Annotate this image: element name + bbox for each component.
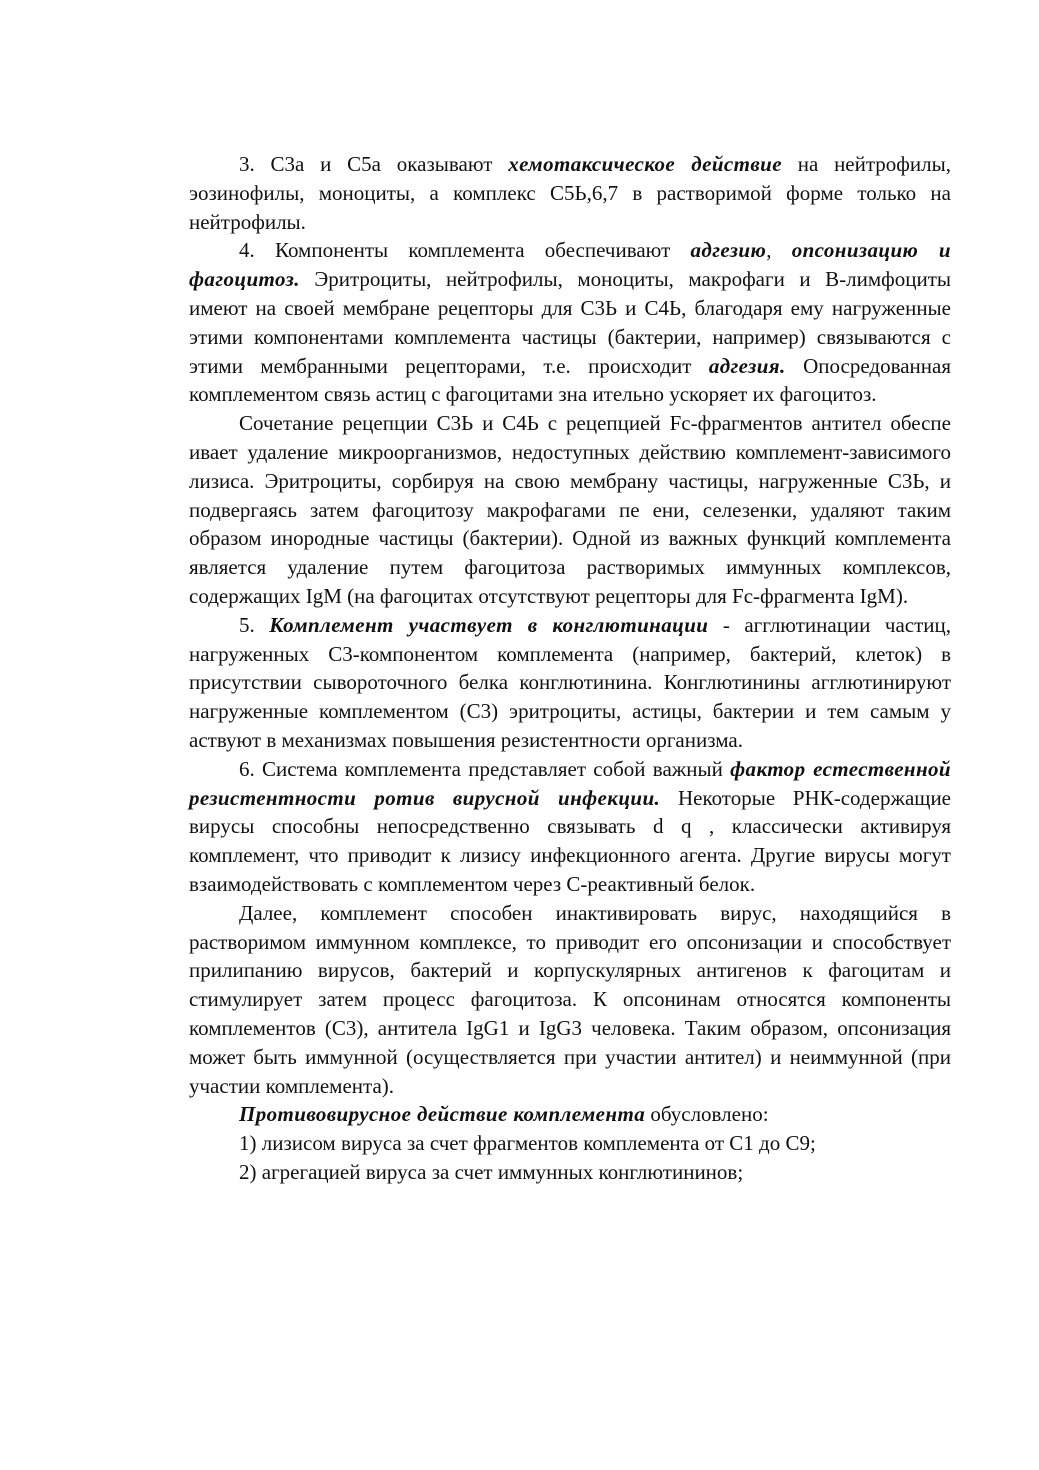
text-span: Сочетание рецепции С3Ь и С4Ь с рецепцией Fc-фрагментов антител обеспе ивает удаление микроорганизмов, недоступных действию комплемент-зависимого лизиса. Эритроциты, сорбируя на свою мембрану частицы, нагруженные С3Ь, и подвергаясь затем фагоцитозу макрофагами пе ени, селезенки, удаляют таким образом инородные частицы (бактерии). Одной из важных функций комплемента является удаление путем фагоцитоза растворимых иммунных комплексов, содержащих IgM (на фагоцитах отсутствуют рецепторы для Fc-фрагмента IgM). xyxy=(189,411,951,608)
emphasis-span: Комплемент участвует в конглютинации xyxy=(269,612,709,637)
text-span: Опосредованная комплементом связь астиц с фагоцитами зна ительно ускоряет их фагоцитоз. xyxy=(189,353,951,407)
text-span: 1) лизисом вируса за счет фрагментов комплемента от С1 до С9; xyxy=(239,1131,816,1156)
paragraph-item-6 xyxy=(189,755,951,899)
list-item-1 xyxy=(189,1129,951,1158)
text-span: 4. Компоненты комплемента обеспечивают xyxy=(239,238,691,263)
emphasis-span: адгезию xyxy=(690,238,767,263)
emphasis-span: фактор естественной резистентности ротив вирусной инфекции. xyxy=(189,756,952,810)
text-span: на нейтрофилы, эозинофилы, моноциты, а комплекс С5Ь,6,7 в растворимой форме только на нейтрофилы. xyxy=(189,152,951,234)
paragraph-item-3 xyxy=(189,150,951,236)
paragraph-receptor-combination xyxy=(189,409,951,611)
paragraph-antiviral-heading xyxy=(189,1100,951,1129)
text-span: 6. Система комплемента представляет собой важный xyxy=(239,756,731,781)
paragraph-item-5 xyxy=(189,611,951,755)
document-page xyxy=(189,150,951,1187)
text-span: 2) агрегацией вируса за счет иммунных конглютининов; xyxy=(239,1159,744,1184)
text-span: 3. С3а и С5а оказывают xyxy=(239,152,509,176)
text-span: 5. xyxy=(239,612,270,637)
paragraph-opsonization xyxy=(189,899,951,1101)
text-span: - агглютинации частиц, нагруженных С3-компонентом комплемента (например, бактерий, клеток) в присутствии сывороточного белка конглютинина. Конглютинины агглютинируют нагруженные комплементом (С3) эритроциты, астицы, бактерии и тем самым у аствуют в механизмах повышения резистентности организма. xyxy=(189,612,952,752)
text-span: Некоторые РНК-содержащие вирусы способны непосредственно связывать d q , классически активируя комплемент, что приводит к лизису инфекционного агента. Другие вирусы могут взаимодействовать с комплементом через С-реактивный белок. xyxy=(189,785,952,896)
list-item-2 xyxy=(189,1158,951,1187)
emphasis-span: опсонизацию и фагоцитоз. xyxy=(189,238,951,292)
text-span: , xyxy=(766,238,792,263)
text-span: Далее, комплемент способен инактивировать вирус, находящийся в растворимом иммунном комплексе, то приводит его опсонизации и способствует прилипанию вирусов, бактерий и корпускулярных антигенов к фагоцитам и стимулирует затем процесс фагоцитоза. К опсонинам относятся компоненты комплементов (С3), антитела IgG1 и IgG3 человека. Таким образом, опсонизация может быть иммунной (осуществляется при участии антител) и неиммунной (при участии комплемента). xyxy=(189,900,951,1098)
paragraph-item-4 xyxy=(189,236,951,409)
text-span: обусловлено: xyxy=(645,1102,769,1127)
text-span: Эритроциты, нейтрофилы, моноциты, макрофаги и В-лимфоциты имеют на своей мембране рецепторы для С3Ь и С4Ь, благодаря ему нагруженные этими компонентами комплемента частицы (бактерии, например) связываются с этими мембранными рецепторами, т.е. происходит xyxy=(189,267,951,378)
emphasis-span: Противовирусное действие комплемента xyxy=(239,1102,646,1127)
emphasis-span: адгезия. xyxy=(708,353,786,378)
emphasis-span: хемотаксическое действие xyxy=(508,152,782,176)
